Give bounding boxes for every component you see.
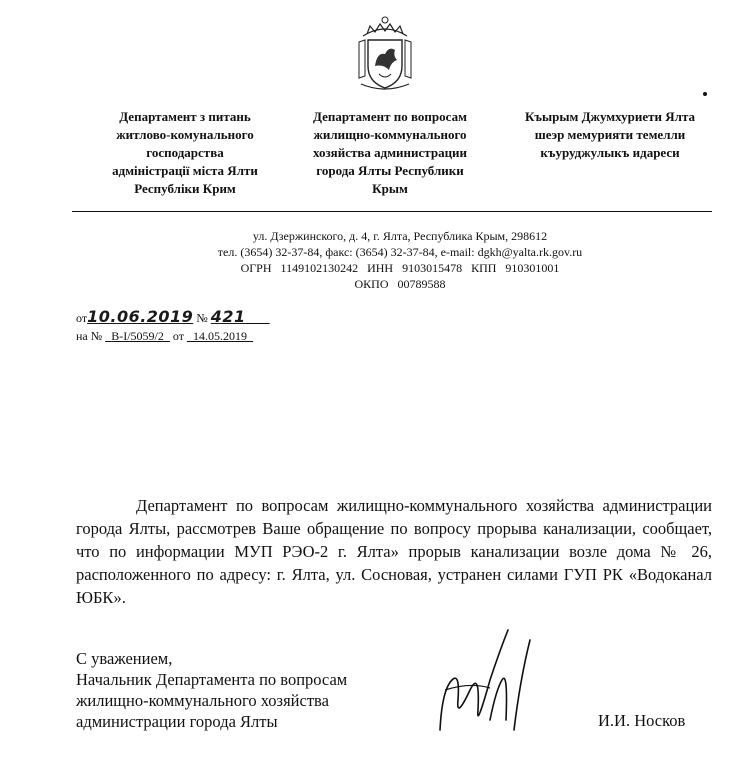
outgoing-date: 10.06.2019 (87, 307, 194, 326)
body-paragraph: Департамент по вопросам жилищно-коммунального хозяйства администрации города Ялты, рассмотрев Ваше обращение по вопросу прорыва канализации, сообщает, что по информации МУП РЭО-2 г. Ялта» прорыв канализации возле дома № 26, расположенного по адресу: г. Ялта, ул. Сосновая, устранен силами ГУП РК «Водоканал ЮБК». (76, 496, 712, 607)
header-divider (72, 211, 712, 212)
handwritten-signature (430, 620, 560, 740)
closing-block: С уважением, Начальник Департамента по вопросам жилищно-коммунального хозяйства администрации города Ялты (76, 649, 348, 731)
signer-name: И.И. Носков (598, 711, 686, 730)
incoming-reference: на № _В-I/5059/2_ от _14.05.2019_ (76, 329, 253, 343)
speck-mark (703, 92, 707, 96)
contact-details (160, 228, 640, 292)
okpo-line: ОКПО 00789588 (354, 277, 446, 291)
outgoing-reference: от10.06.2019 № 421 (76, 307, 246, 326)
address-line: ул. Дзержинского, д. 4, г. Ялта, Республика Крым, 298612 (252, 229, 548, 243)
incoming-date: _14.05.2019_ (186, 329, 253, 343)
coat-of-arms-icon (355, 14, 415, 94)
registration-codes-line: ОГРН 1149102130242 ИНН 9103015478 КПП 910301001 (240, 261, 560, 275)
letter-body (76, 494, 712, 609)
department-name-ukrainian: Департамент з питань житлово-комунального господарства адміністрації міста Ялти Республіки Крим (112, 109, 258, 196)
department-name-russian: Департамент по вопросам жилищно-коммунального хозяйства администрации города Ялты Республики Крым (312, 109, 468, 196)
outgoing-number: 421 (210, 307, 246, 326)
department-name-crimean-tatar: Къырым Джумхуриети Ялта шеэр мемурияти темелли къуруджулыкъ идареси (524, 109, 696, 160)
incoming-number: _В-I/5059/2_ (105, 329, 170, 343)
phone-email-line: тел. (3654) 32-37-84, факс: (3654) 32-37-84, e-mail: dgkh@yalta.rk.gov.ru (217, 245, 583, 259)
